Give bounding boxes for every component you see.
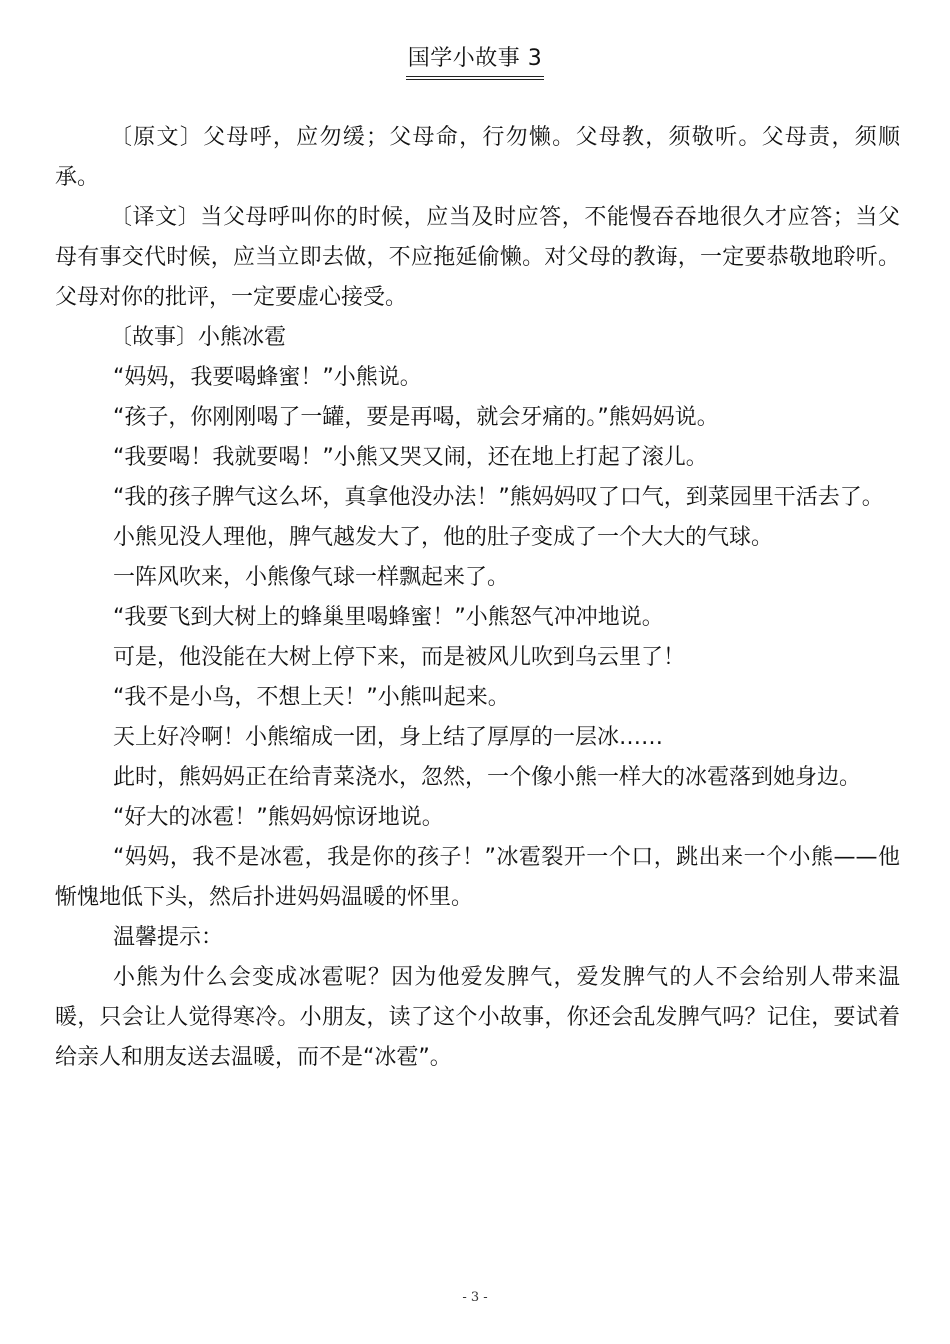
paragraph-story: “我要飞到大树上的蜂巢里喝蜂蜜！”小熊怒气冲冲地说。 bbox=[113, 605, 664, 630]
paragraph-story: “好大的冰雹！”熊妈妈惊讶地说。 bbox=[113, 805, 444, 830]
paragraph-story: “孩子，你刚刚喝了一罐，要是再喝，就会牙痛的。”熊妈妈说。 bbox=[113, 405, 719, 430]
paragraph-story: “我的孩子脾气这么坏，真拿他没办法！”熊妈妈叹了口气，到菜园里干活去了。 bbox=[113, 485, 884, 510]
paragraph-story: “我要喝！我就要喝！”小熊又哭又闹，还在地上打起了滚儿。 bbox=[113, 445, 708, 470]
paragraph-story: “我不是小鸟，不想上天！”小熊叫起来。 bbox=[113, 685, 510, 710]
paragraph-story: 一阵风吹来，小熊像气球一样飘起来了。 bbox=[113, 565, 510, 590]
title-area bbox=[0, 44, 950, 80]
paragraph-story-heading: 〔故事〕小熊冰雹 bbox=[110, 325, 287, 350]
paragraph-tip-heading: 温馨提示： bbox=[113, 925, 224, 950]
paragraph-story: “妈妈，我要喝蜂蜜！”小熊说。 bbox=[113, 365, 422, 390]
paragraph-story: “妈妈，我不是冰雹，我是你的孩子！”冰雹裂开一个口，跳出来一个小熊——他惭愧地低下头，然后扑进妈妈温暖的怀里。 bbox=[55, 845, 900, 910]
page-number: - 3 - bbox=[462, 1290, 488, 1305]
paragraph-original-text: 〔原文〕父母呼，应勿缓；父母命，行勿懒。父母教，须敬听。父母责，须顺承。 bbox=[55, 125, 900, 190]
paragraph-story: 小熊见没人理他，脾气越发大了，他的肚子变成了一个大大的气球。 bbox=[113, 525, 774, 550]
page-title: 国学小故事 3 bbox=[406, 44, 545, 80]
paragraph-story: 此时，熊妈妈正在给青菜浇水，忽然，一个像小熊一样大的冰雹落到她身边。 bbox=[113, 765, 862, 790]
paragraph-translation: 〔译文〕当父母呼叫你的时候，应当及时应答，不能慢吞吞地很久才应答；当父母有事交代时候，应当立即去做，不应拖延偷懒。对父母的教诲，一定要恭敬地聆听。父母对你的批评，一定要虚心接受。 bbox=[55, 205, 900, 310]
paragraph-tip: 小熊为什么会变成冰雹呢？因为他爱发脾气，爱发脾气的人不会给别人带来温暖，只会让人觉得寒冷。小朋友，读了这个小故事，你还会乱发脾气吗？记住，要试着给亲人和朋友送去温暖，而不是“冰雹”。 bbox=[55, 965, 900, 1070]
body-text bbox=[55, 118, 900, 1078]
paragraph-story: 可是，他没能在大树上停下来，而是被风儿吹到乌云里了！ bbox=[113, 645, 686, 670]
paragraph-story: 天上好冷啊！小熊缩成一团，身上结了厚厚的一层冰…… bbox=[113, 725, 664, 750]
